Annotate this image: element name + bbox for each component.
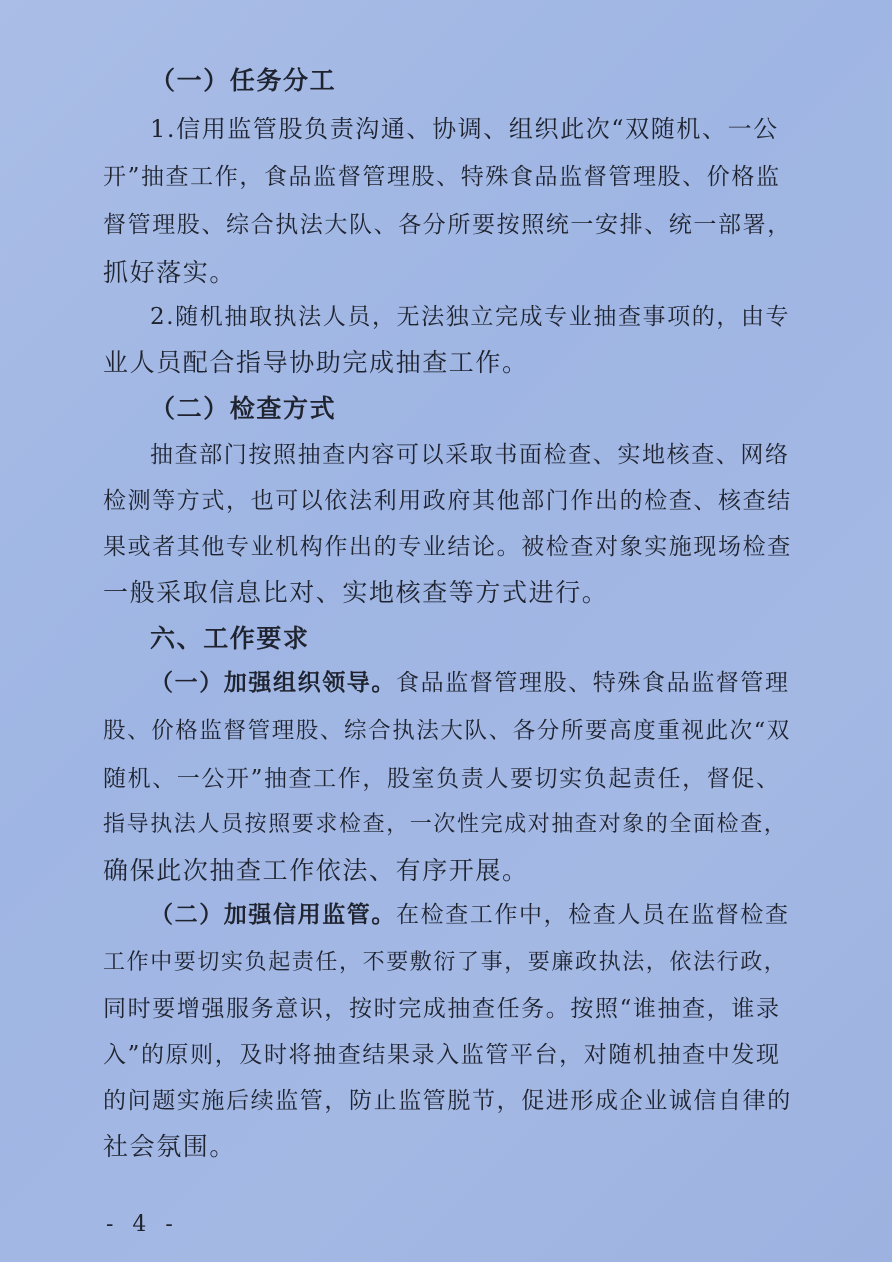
paragraph-line: 果或者其他专业机构作出的专业结论。被检查对象实施现场检查 <box>103 534 792 560</box>
subheading-credit-supervision: （二）加强信用监管。 <box>150 902 396 928</box>
paragraph-line: 业人员配合指导协助完成抽查工作。 <box>103 348 529 377</box>
paragraph-line: 同时要增强服务意识，按时完成抽查任务。按照“谁抽查，谁录 <box>103 996 781 1022</box>
paragraph-line: 随机、一公开”抽查工作，股室负责人要切实负起责任，督促、 <box>103 766 781 792</box>
paragraph-text: 食品监督管理股、特殊食品监督管理 <box>396 670 790 696</box>
paragraph-line: 督管理股、综合执法大队、各分所要按照统一安排、统一部署， <box>103 212 792 238</box>
paragraph-line: 抓好落实。 <box>103 258 237 287</box>
paragraph-line: 入”的原则，及时将抽查结果录入监管平台，对随机抽查中发现 <box>103 1042 781 1068</box>
paragraph-line: 的问题实施后续监管，防止监管脱节，促进形成企业诚信自律的 <box>103 1088 792 1114</box>
paragraph-line: 2.随机抽取执法人员，无法独立完成专业抽查事项的，由专 <box>150 304 791 330</box>
paragraph-line <box>150 898 790 932</box>
paragraph-line: 抽查部门按照抽查内容可以采取书面检查、实地核查、网络 <box>150 442 790 468</box>
paragraph-line: 检测等方式，也可以依法利用政府其他部门作出的检查、核查结 <box>103 488 792 514</box>
paragraph-line: 1.信用监管股负责沟通、协调、组织此次“双随机、一公 <box>150 115 779 143</box>
paragraph-line: 指导执法人员按照要求检查，一次性完成对抽查对象的全面检查， <box>103 812 788 837</box>
paragraph-line: 确保此次抽查工作依法、有序开展。 <box>103 856 529 885</box>
section-heading-task-division: （一）任务分工 <box>150 66 337 95</box>
section-heading-work-requirements: 六、工作要求 <box>150 624 310 653</box>
paragraph-line: 股、价格监督管理股、综合执法大队、各分所要高度重视此次“双 <box>103 718 791 744</box>
subheading-organization: （一）加强组织领导。 <box>150 670 396 696</box>
paragraph-line <box>150 666 790 700</box>
paragraph-line: 开”抽查工作，食品监督管理股、特殊食品监督管理股、价格监 <box>103 164 781 190</box>
paragraph-line: 社会氛围。 <box>103 1132 237 1161</box>
paragraph-line: 工作中要切实负起责任，不要敷衍了事，要廉政执法，依法行政， <box>103 950 788 975</box>
page-number: - 4 - <box>106 1212 179 1237</box>
paragraph-line: 一般采取信息比对、实地核查等方式进行。 <box>103 578 609 607</box>
section-heading-inspection-method: （二）检查方式 <box>150 394 337 423</box>
paragraph-text: 在检查工作中，检查人员在监督检查 <box>396 902 790 928</box>
